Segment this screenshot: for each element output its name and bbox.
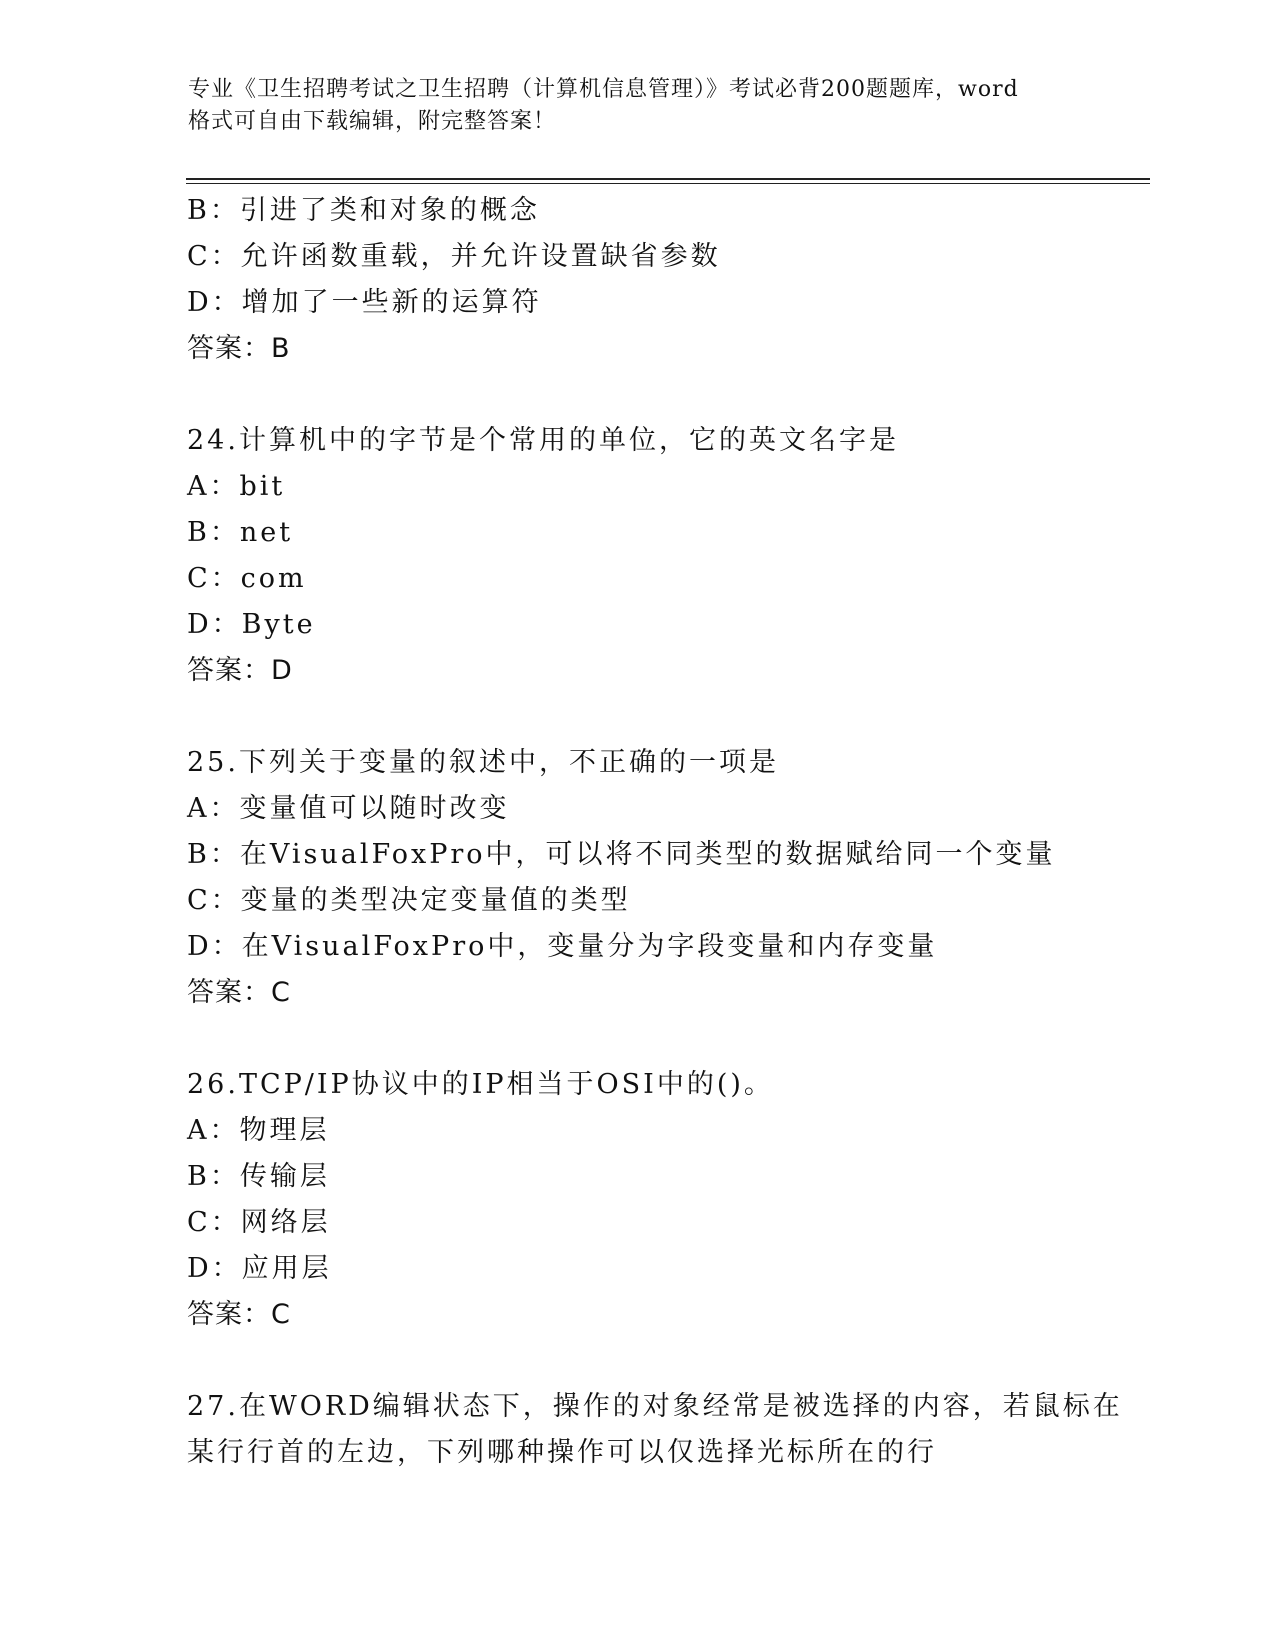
spacer bbox=[187, 1338, 1147, 1384]
q25-option-d: D：在VisualFoxPro中，变量分为字段变量和内存变量 bbox=[187, 931, 938, 962]
q24-option-c: C：com bbox=[187, 563, 307, 594]
q24-option-b: B：net bbox=[187, 517, 294, 548]
question-23-block bbox=[187, 188, 1147, 372]
header-divider-thin bbox=[186, 183, 1150, 184]
q23-answer: 答案：B bbox=[187, 333, 291, 364]
q26-option-d: D：应用层 bbox=[187, 1253, 332, 1284]
question-26-block bbox=[187, 1062, 1147, 1338]
q26-question: 26.TCP/IP协议中的IP相当于OSI中的()。 bbox=[187, 1069, 774, 1100]
q27-question-line-2: 某行行首的左边，下列哪种操作可以仅选择光标所在的行 bbox=[187, 1437, 937, 1468]
q23-option-d: D：增加了一些新的运算符 bbox=[187, 287, 542, 318]
q23-option-b: B：引进了类和对象的概念 bbox=[187, 195, 540, 226]
q25-option-a: A：变量值可以随时改变 bbox=[187, 793, 510, 824]
spacer bbox=[187, 1016, 1147, 1062]
spacer bbox=[187, 694, 1147, 740]
header-title-line-1: 专业《卫生招聘考试之卫生招聘（计算机信息管理）》考试必背200题题库，word bbox=[188, 77, 1019, 102]
q24-option-a: A：bit bbox=[187, 471, 286, 502]
spacer bbox=[187, 372, 1147, 418]
q24-answer: 答案：D bbox=[187, 655, 293, 686]
q26-option-b: B：传输层 bbox=[187, 1161, 330, 1192]
q23-option-c: C：允许函数重载，并允许设置缺省参数 bbox=[187, 241, 721, 272]
document-body bbox=[187, 188, 1147, 1476]
q24-option-d: D：Byte bbox=[187, 609, 316, 640]
q26-option-a: A：物理层 bbox=[187, 1115, 330, 1146]
document-header bbox=[188, 74, 1088, 138]
q25-option-b: B：在VisualFoxPro中，可以将不同类型的数据赋给同一个变量 bbox=[187, 839, 1056, 870]
q25-option-c: C：变量的类型决定变量值的类型 bbox=[187, 885, 631, 916]
q25-answer: 答案：C bbox=[187, 977, 291, 1008]
q26-option-c: C：网络层 bbox=[187, 1207, 331, 1238]
q24-question: 24.计算机中的字节是个常用的单位，它的英文名字是 bbox=[187, 425, 899, 456]
question-27-block bbox=[187, 1384, 1147, 1476]
q26-answer: 答案：C bbox=[187, 1299, 291, 1330]
question-24-block bbox=[187, 418, 1147, 694]
q25-question: 25.下列关于变量的叙述中，不正确的一项是 bbox=[187, 747, 779, 778]
q27-question-line-1: 27.在WORD编辑状态下，操作的对象经常是被选择的内容，若鼠标在 bbox=[187, 1391, 1123, 1422]
header-divider-thick bbox=[186, 178, 1150, 180]
header-title-line-2: 格式可自由下载编辑，附完整答案！ bbox=[188, 109, 557, 134]
question-25-block bbox=[187, 740, 1147, 1016]
